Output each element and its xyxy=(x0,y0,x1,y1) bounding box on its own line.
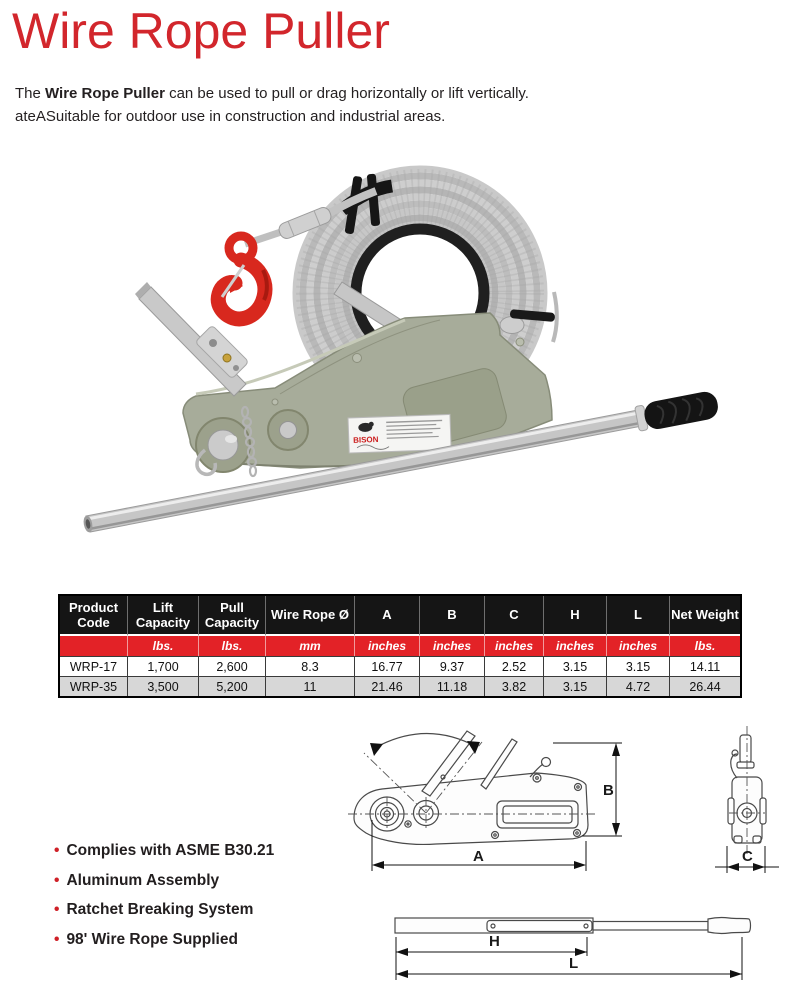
unit-cell xyxy=(60,636,128,656)
unit-cell: lbs. xyxy=(128,636,199,656)
spec-cell: 21.46 xyxy=(355,676,420,696)
unit-cell: inches xyxy=(607,636,670,656)
description-bold: Wire Rope Puller xyxy=(45,85,165,102)
spec-cell: WRP-35 xyxy=(60,676,128,696)
bullet-icon: • xyxy=(54,901,60,918)
col-header: H xyxy=(544,596,607,636)
handle-grip xyxy=(634,390,720,433)
unit-cell: inches xyxy=(485,636,544,656)
unit-cell: mm xyxy=(266,636,355,656)
feature-item: • Ratchet Breaking System xyxy=(54,901,254,918)
description-line2: Suitable for outdoor use in construction and industrial areas. xyxy=(45,108,446,125)
spec-cell: 2.52 xyxy=(485,656,544,676)
feature-item: • Complies with ASME B30.21 xyxy=(54,842,275,859)
spec-cell: 4.72 xyxy=(607,676,670,696)
spec-cell: 3.15 xyxy=(544,676,607,696)
col-header: Lift Capacity xyxy=(128,596,199,636)
spec-cell: 3.15 xyxy=(544,656,607,676)
col-header: B xyxy=(420,596,485,636)
spec-cell: 2,600 xyxy=(199,656,266,676)
front-lever xyxy=(135,282,249,396)
bullet-icon: • xyxy=(54,842,60,859)
dimension-label-c: C xyxy=(742,848,753,865)
spec-table xyxy=(58,594,742,698)
spec-cell: 3.15 xyxy=(607,656,670,676)
feature-item: • Aluminum Assembly xyxy=(54,871,220,889)
feature-item: • 98' Wire Rope Supplied xyxy=(54,930,238,948)
spec-cell: 11.18 xyxy=(420,676,485,696)
spec-cell: 26.44 xyxy=(670,676,740,696)
spec-cell: 16.77 xyxy=(355,656,420,676)
unit-cell: inches xyxy=(420,636,485,656)
dimension-label-a: A xyxy=(473,848,484,865)
table-row-wrp17 xyxy=(60,656,740,676)
page-title: Wire Rope Puller xyxy=(12,3,390,59)
col-header: L xyxy=(607,596,670,636)
name-plate xyxy=(348,414,451,453)
product-description: The Wire Rope Puller can be used to pull or drag horizontally or lift vertically. ateASuitable for outdoor use in construction and industrial areas. xyxy=(15,85,529,125)
col-header: Net Weight xyxy=(670,596,740,636)
col-header: Product Code xyxy=(60,596,128,636)
col-header: Wire Rope Ø xyxy=(266,596,355,636)
hub-small xyxy=(268,410,308,450)
col-header: A xyxy=(355,596,420,636)
header-row xyxy=(60,596,740,636)
description-prefix: The xyxy=(15,85,46,102)
units-row xyxy=(60,636,740,656)
product-photo-illustration xyxy=(20,162,760,582)
bullet-icon: • xyxy=(54,871,60,889)
end-view-diagram xyxy=(691,718,786,880)
feature-list xyxy=(54,836,274,954)
spec-cell: 8.3 xyxy=(266,656,355,676)
handle-diagram xyxy=(385,888,785,993)
dimension-label-b: B xyxy=(603,782,614,799)
table-row-wrp35 xyxy=(60,676,740,696)
hub-large xyxy=(196,418,250,474)
spec-cell: 3,500 xyxy=(128,676,199,696)
brand-text: BISON xyxy=(352,434,379,445)
dimension-label-l: L xyxy=(569,955,579,972)
side-view-diagram xyxy=(340,715,640,880)
unit-cell: inches xyxy=(544,636,607,656)
description-suffix: can be used to pull or drag horizontally or lift vertically. xyxy=(164,85,529,102)
unit-cell: inches xyxy=(355,636,420,656)
unit-cell: lbs. xyxy=(670,636,740,656)
spec-cell: 9.37 xyxy=(420,656,485,676)
red-hook xyxy=(218,236,267,319)
spec-cell: 3.82 xyxy=(485,676,544,696)
dimension-label-h: H xyxy=(489,933,500,950)
spec-cell: 5,200 xyxy=(199,676,266,696)
spec-cell: WRP-17 xyxy=(60,656,128,676)
col-header: C xyxy=(485,596,544,636)
spec-cell: 14.11 xyxy=(670,656,740,676)
spec-cell: 1,700 xyxy=(128,656,199,676)
spec-cell: 11 xyxy=(266,676,355,696)
unit-cell: lbs. xyxy=(199,636,266,656)
bullet-icon: • xyxy=(54,930,60,948)
col-header: Pull Capacity xyxy=(199,596,266,636)
